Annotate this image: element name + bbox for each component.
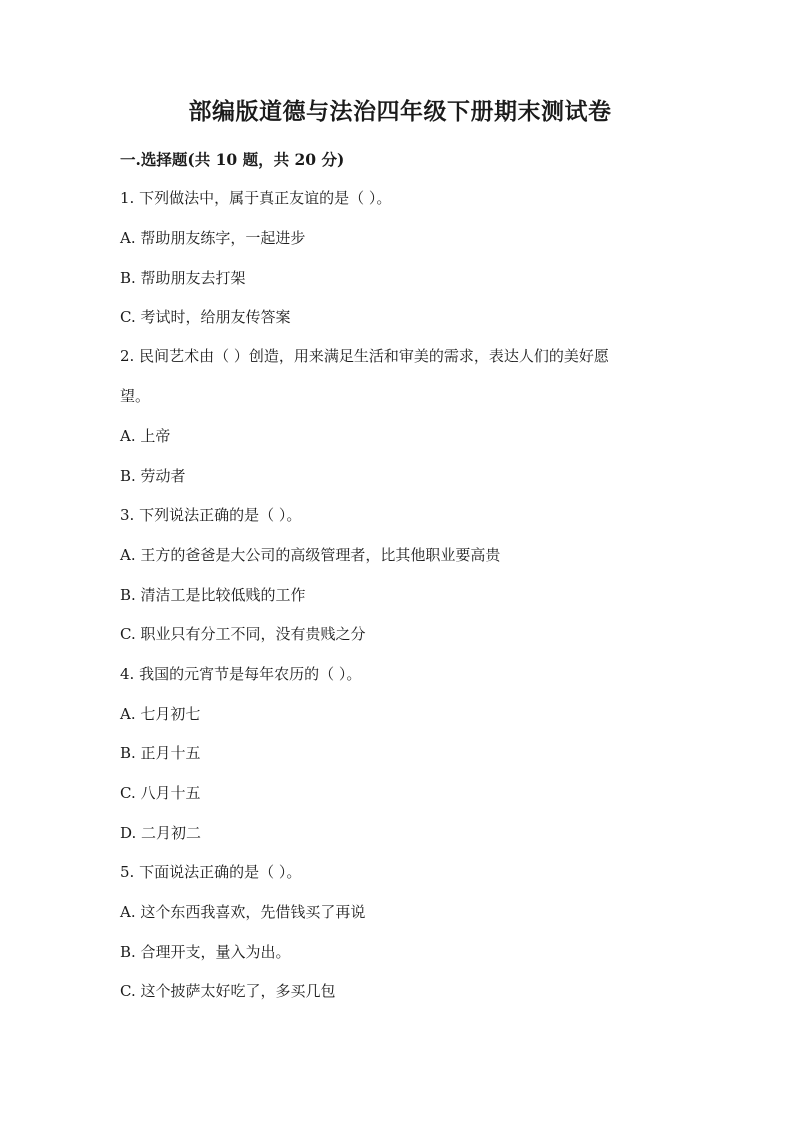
question-1-option-b: B. 帮助朋友去打架 <box>120 269 246 287</box>
question-2-option-a: A. 上帝 <box>120 427 171 445</box>
question-5-stem: 5. 下面说法正确的是（ ）。 <box>120 863 302 881</box>
question-1-stem: 1. 下列做法中，属于真正友谊的是（ ）。 <box>120 189 392 207</box>
section-heading: 一.选择题(共 10 题，共 20 分) <box>120 150 345 169</box>
question-3-option-c: C. 职业只有分工不同，没有贵贱之分 <box>120 625 366 643</box>
question-4-option-c: C. 八月十五 <box>120 784 201 802</box>
question-5-option-c: C. 这个披萨太好吃了，多买几包 <box>120 982 336 1000</box>
question-3-option-a: A. 王方的爸爸是大公司的高级管理者，比其他职业要高贵 <box>120 546 501 564</box>
question-5-option-b: B. 合理开支，量入为出。 <box>120 943 291 961</box>
question-1-option-a: A. 帮助朋友练字，一起进步 <box>120 229 306 247</box>
question-4-stem: 4. 我国的元宵节是每年农历的（ ）。 <box>120 665 362 683</box>
page-title: 部编版道德与法治四年级下册期末测试卷 <box>188 98 612 125</box>
question-5-option-a: A. 这个东西我喜欢，先借钱买了再说 <box>120 903 366 921</box>
question-2-stem: 2. 民间艺术由（ ）创造，用来满足生活和审美的需求，表达人们的美好愿 <box>120 347 609 365</box>
question-4-option-a: A. 七月初七 <box>120 705 201 723</box>
question-3-stem: 3. 下列说法正确的是（ ）。 <box>120 506 302 524</box>
question-1-option-c: C. 考试时，给朋友传答案 <box>120 308 291 326</box>
question-2-option-b: B. 劳动者 <box>120 467 186 485</box>
question-3-option-b: B. 清洁工是比较低贱的工作 <box>120 586 306 604</box>
question-2-stem-continued: 望。 <box>120 387 151 405</box>
question-4-option-b: B. 正月十五 <box>120 744 201 762</box>
question-4-option-d: D. 二月初二 <box>120 824 202 842</box>
